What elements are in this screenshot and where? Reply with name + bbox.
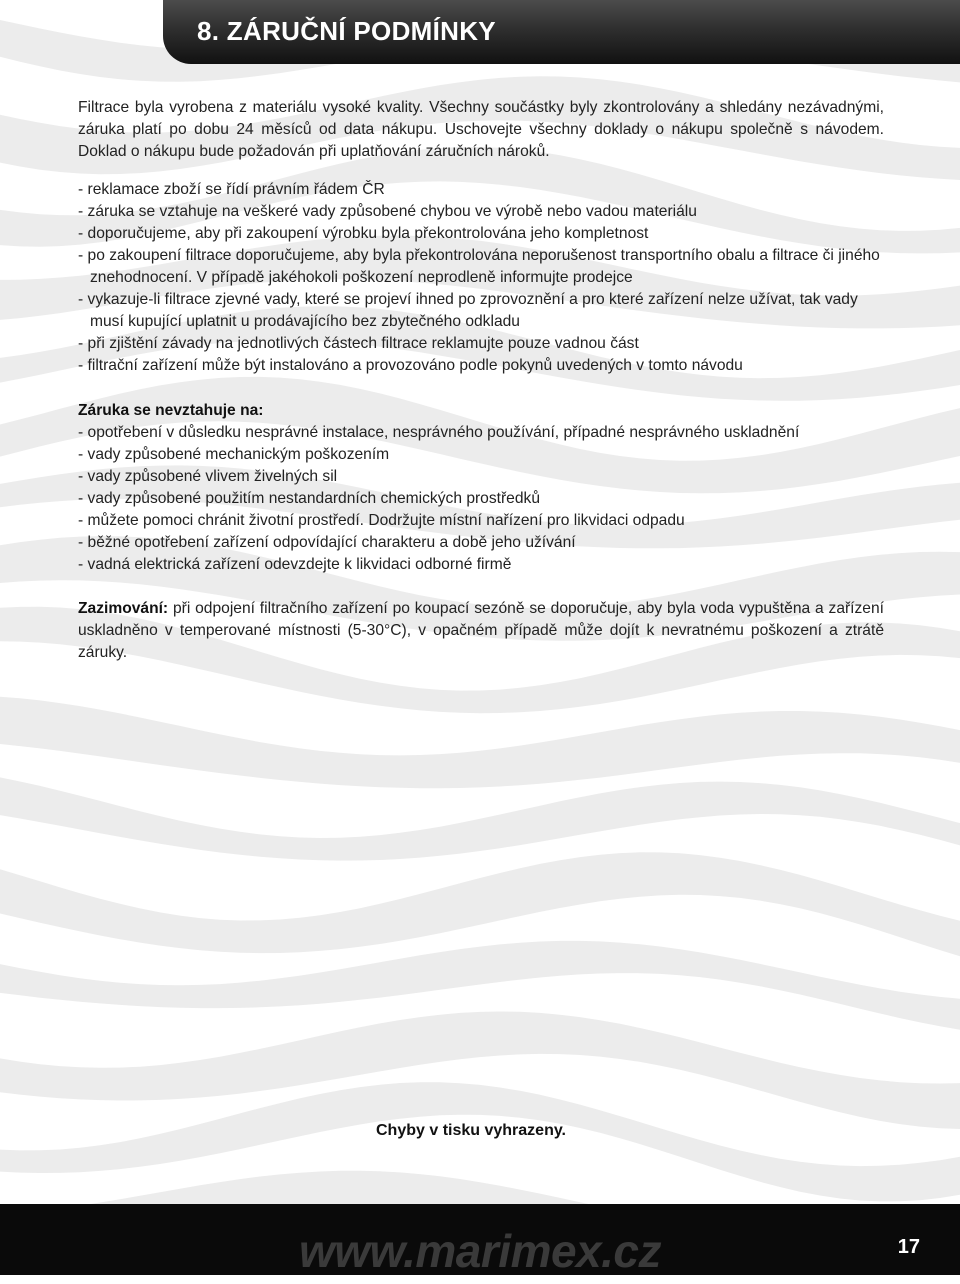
wintering-label: Zazimování: — [78, 600, 169, 617]
exclusion-item: - můžete pomoci chránit životní prostředí. Dodržujte místní nařízení pro likvidaci odpadu — [78, 512, 685, 529]
warranty-content — [78, 97, 884, 664]
warranty-rule-item: - záruka se vztahuje na veškeré vady způsobené chybou ve výrobě nebo vadou materiálu — [78, 203, 697, 220]
section-header-band — [163, 0, 960, 64]
exclusion-item: - vady způsobené použitím nestandardních chemických prostředků — [78, 490, 540, 507]
footer-website-url: www.marimex.cz — [298, 1225, 661, 1277]
exclusion-item: - vadná elektrická zařízení odevzdejte k likvidaci odborné firmě — [78, 556, 512, 573]
exclusion-item: - opotřebení v důsledku nesprávné instalace, nesprávného používání, případné nesprávného uskladnění — [78, 424, 800, 441]
print-errors-disclaimer: Chyby v tisku vyhrazeny. — [376, 1122, 566, 1139]
warranty-rule-item: - vykazuje-li filtrace zjevné vady, které se projeví ihned po zprovoznění a pro které zařízení nelze užívat, tak vady musí kupující uplatnit u prodávajícího bez zbytečného odkladu — [78, 291, 858, 330]
background-wave-band — [0, 777, 960, 860]
warranty-rules-list — [78, 179, 884, 377]
section-title: 8. ZÁRUČNÍ PODMÍNKY — [197, 16, 496, 46]
footer-bar — [0, 1204, 960, 1275]
exclusions-heading: Záruka se nevztahuje na: — [78, 402, 264, 419]
warranty-rule-item: - reklamace zboží se řídí právním řádem ČR — [78, 181, 385, 198]
wintering-paragraph — [78, 598, 884, 664]
warranty-rule-item: - po zakoupení filtrace doporučujeme, aby byla překontrolována neporušenost transportního obalu a filtrace či jiného znehodnocení. V případě jakéhokoli poškození neprodleně informujte prodejce — [78, 247, 880, 286]
intro-paragraph: Filtrace byla vyrobena z materiálu vysoké kvality. Všechny součástky byly zkontrolovány a shledány nezávadnými, záruka platí po dobu 24 měsíců od data nákupu. Uschovejte všechny doklady o nákupu společně s návodem. Doklad o nákupu bude požadován při uplatňování záručních nároků. — [78, 99, 884, 160]
exclusion-item: - vady způsobené mechanickým poškozením — [78, 446, 390, 463]
exclusions-list — [78, 422, 884, 576]
warranty-rule-item: - filtrační zařízení může být instalováno a provozováno podle pokynů uvedených v tomto návodu — [78, 357, 743, 374]
background-wave-band — [0, 852, 960, 956]
exclusion-item: - vady způsobené vlivem živelných sil — [78, 468, 338, 485]
warranty-rule-item: - při zjištění závady na jednotlivých částech filtrace reklamujte pouze vadnou část — [78, 335, 639, 352]
warranty-rule-item: - doporučujeme, aby při zakoupení výrobku byla překontrolována jeho kompletnost — [78, 225, 649, 242]
wintering-text: při odpojení filtračního zařízení po koupací sezóně se doporučuje, aby byla voda vypuštěna a zařízení uskladněno v temperované místnosti (5-30°C), v opačném případě může dojít k nevratnému poškození a ztrátě záruky. — [78, 600, 884, 661]
exclusion-item: - běžné opotřebení zařízení odpovídající charakteru a době jeho užívání — [78, 534, 576, 551]
page-number: 17 — [897, 1236, 920, 1258]
